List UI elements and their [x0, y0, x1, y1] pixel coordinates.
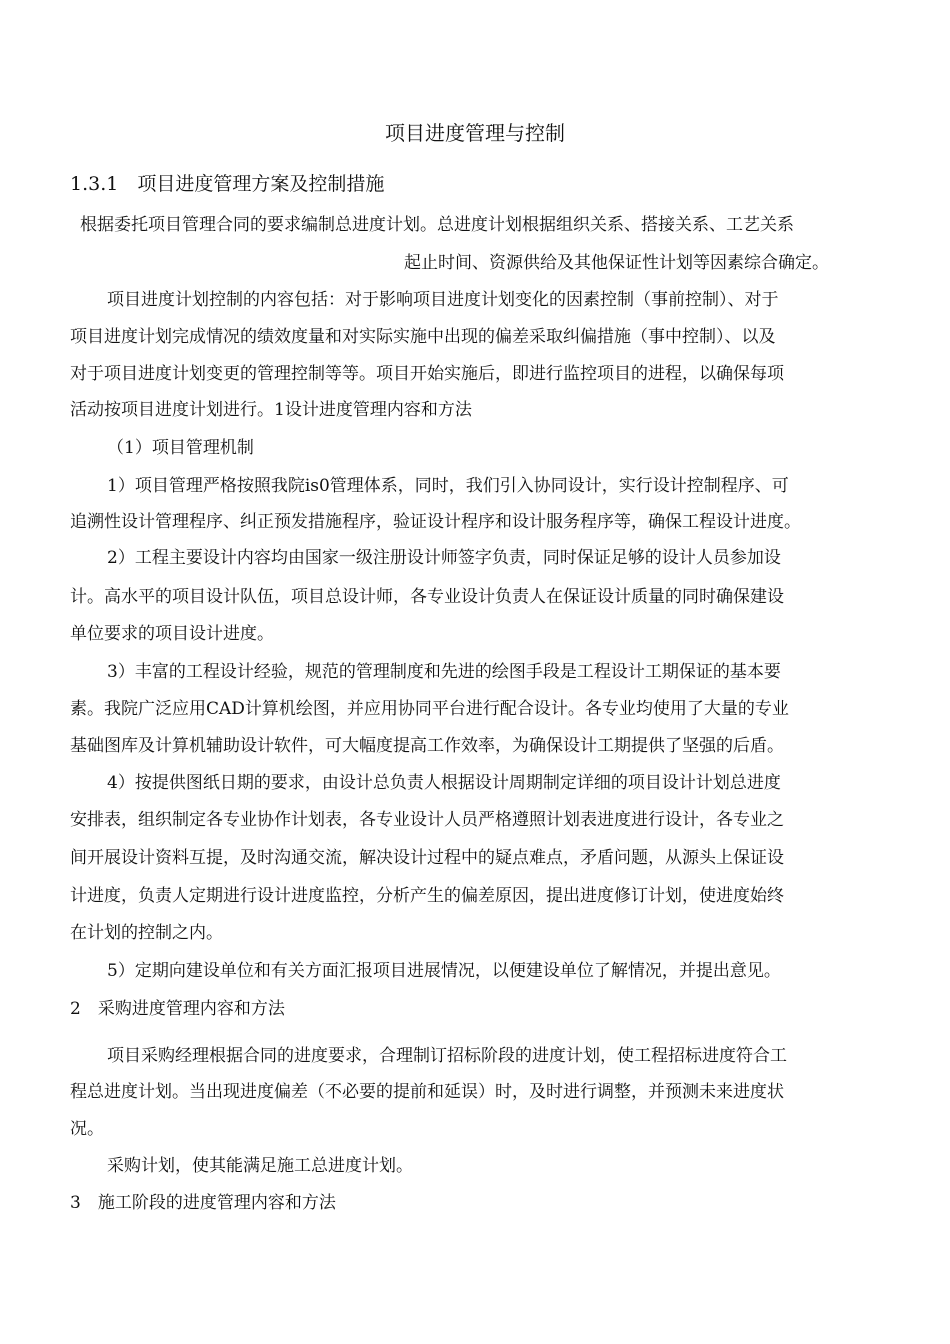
text-line: 安排表，组织制定各专业协作计划表，各专业设计人员严格遵照计划表进度进行设计，各专业之: [70, 810, 784, 830]
text-line: 单位要求的项目设计进度。: [70, 624, 274, 644]
text-line: 程总进度计划。当出现进度偏差（不必要的提前和延误）时，及时进行调整，并预测未来进度状: [70, 1082, 784, 1102]
text-line: 计。高水平的项目设计队伍，项目总设计师，各专业设计负责人在保证设计质量的同时确保建设: [70, 587, 784, 607]
text-line: 项目进度计划完成情况的绩效度量和对实际实施中出现的偏差采取纠偏措施（事中控制）、以及: [70, 327, 776, 347]
document-title: 项目进度管理与控制: [385, 121, 565, 145]
text-line: 追溯性设计管理程序、纠正预发措施程序，验证设计程序和设计服务程序等，确保工程设计进度。: [70, 512, 801, 532]
text-line: 1）项目管理严格按照我院is0管理体系，同时，我们引入协同设计，实行设计控制程序、可: [107, 476, 789, 496]
section-heading: 1.3.1 项目进度管理方案及控制措施: [70, 173, 385, 195]
text-line: 5）定期向建设单位和有关方面汇报项目进展情况，以便建设单位了解情况，并提出意见。: [107, 961, 781, 981]
text-line: 基础图库及计算机辅助设计软件，可大幅度提高工作效率，为确保设计工期提供了坚强的后盾。: [70, 736, 784, 756]
text-line: 项目进度计划控制的内容包括：对于影响项目进度计划变化的因素控制（事前控制）、对于: [107, 290, 779, 310]
text-line: （1）项目管理机制: [107, 438, 254, 458]
text-line: 对于项目进度计划变更的管理控制等等。项目开始实施后，即进行监控项目的进程，以确保每项: [70, 364, 784, 384]
text-line: 况。: [70, 1119, 104, 1139]
text-line: 计进度，负责人定期进行设计进度监控，分析产生的偏差原因，提出进度修订计划，使进度始终: [70, 886, 784, 906]
text-line: 2）工程主要设计内容均由国家一级注册设计师签字负责，同时保证足够的设计人员参加设: [107, 548, 781, 568]
text-line: 根据委托项目管理合同的要求编制总进度计划。总进度计划根据组织关系、搭接关系、工艺关系: [80, 215, 794, 235]
text-line: 间开展设计资料互提，及时沟通交流，解决设计过程中的疑点难点，矛盾问题，从源头上保证设: [70, 848, 784, 868]
text-line: 素。我院广泛应用CAD计算机绘图，并应用协同平台进行配合设计。各专业均使用了大量的专业: [70, 699, 789, 719]
text-line: 4）按提供图纸日期的要求，由设计总负责人根据设计周期制定详细的项目设计计划总进度: [107, 773, 781, 793]
text-line: 采购计划，使其能满足施工总进度计划。: [107, 1156, 413, 1176]
subsection-heading: 2 采购进度管理内容和方法: [70, 999, 285, 1019]
text-line: 起止时间、资源供给及其他保证性计划等因素综合确定。: [404, 253, 829, 273]
text-line: 项目采购经理根据合同的进度要求，合理制订招标阶段的进度计划，使工程招标进度符合工: [107, 1046, 787, 1066]
text-line: 3）丰富的工程设计经验，规范的管理制度和先进的绘图手段是工程设计工期保证的基本要: [107, 662, 781, 682]
text-line: 活动按项目进度计划进行。1设计进度管理内容和方法: [70, 400, 472, 420]
subsection-heading: 3 施工阶段的进度管理内容和方法: [70, 1193, 336, 1213]
text-line: 在计划的控制之内。: [70, 923, 223, 943]
